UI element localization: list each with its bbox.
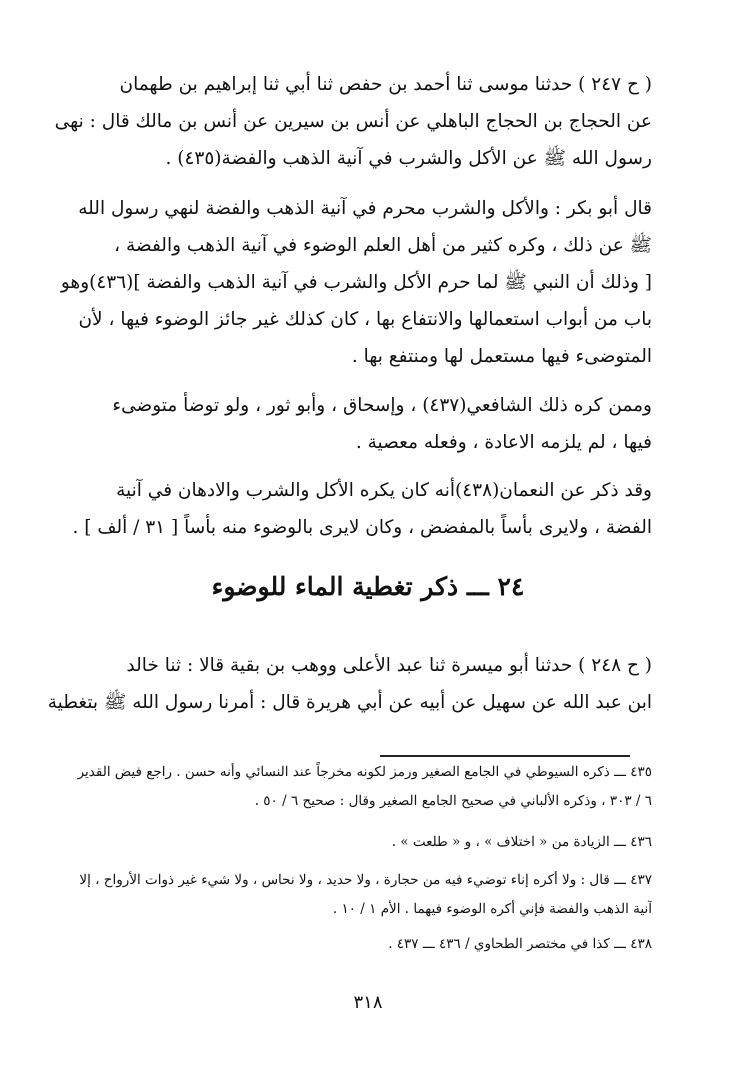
footnote-435 (32, 758, 652, 816)
section-heading: ٢٤ ـــ ذكر تغطية الماء للوضوء (211, 572, 525, 601)
text-line: رسول الله ﷺ عن الأكل والشرب في آنية الذهب والفضة(٤٣٥) . (165, 148, 652, 169)
text-line: وقد ذكر عن النعمان(٤٣٨)أنه كان يكره الأكل والشرب والادهان في آنية (116, 480, 652, 501)
text-line: الفضة ، ولايرى بأساً بالمفضض ، وكان لايرى بالوضوء منه بأساً [ ٣١ / ألف ] . (72, 517, 652, 538)
numan-paragraph (46, 472, 652, 546)
text-line: فيها ، لم يلزمه الاعادة ، وفعله معصية . (355, 432, 652, 453)
footnote-line: ٤٣٦ ـــ الزيادة من « اختلاف » ، و « طلعت » . (391, 834, 652, 850)
text-line: ﷺ عن ذلك ، وكره كثير من أهل العلم الوضوء في آنية الذهب والفضة ، (114, 235, 652, 256)
hadith-248-paragraph (46, 647, 652, 721)
page-number: ٣١٨ (353, 992, 383, 1013)
text-line: ابن عبد الله عن سهيل عن أبيه عن أبي هريرة قال : أمرنا رسول الله ﷺ بتغطية (47, 692, 652, 713)
text-line: المتوضىء فيها مستعمل لها ومنتفع بها . (351, 346, 652, 367)
text-line: باب من أبواب استعمالها والانتفاع بها ، كان كذلك غير جائز الوضوء فيها ، لأن (78, 309, 652, 330)
footnote-line: ٦ / ٣٠٣ ، وذكره الألباني في صحيح الجامع الصغير وقال : صحيح ٦ / ٥٠ . (254, 793, 652, 809)
footnote-line: ٤٣٨ ـــ كذا في مختصر الطحاوي / ٤٣٦ ـــ ٤٣٧ . (388, 936, 652, 952)
footnote-divider (380, 755, 630, 757)
text-line: [ وذلك أن النبي ﷺ لما حرم الأكل والشرب في آنية الذهب والفضة ](٤٣٦)وهو (60, 272, 652, 293)
text-line: وممن كره ذلك الشافعي(٤٣٧) ، وإسحاق ، وأبو ثور ، ولو توضأ متوضىء (112, 395, 652, 416)
footnote-438 (32, 930, 652, 959)
footnote-437 (32, 866, 652, 924)
text-line: ( ح ٢٤٨ ) حدثنا أبو ميسرة ثنا عبد الأعلى ووهب بن بقية قالا : ثنا خالد (126, 655, 652, 676)
scholars-paragraph (46, 387, 652, 461)
text-line: عن الحجاج بن الحجاج الباهلي عن أنس بن سيرين عن أنس بن مالك قال : نهى (54, 111, 652, 132)
footnote-436 (32, 828, 652, 857)
text-line: قال أبو بكر : والأكل والشرب محرم في آنية الذهب والفضة لنهي رسول الله (78, 198, 652, 219)
footnote-line: ٤٣٥ ـــ ذكره السيوطي في الجامع الصغير ورمز لكونه مخرجاً عند النسائي وأنه حسن . راجع فيض القدير (77, 764, 652, 780)
footnote-line: ٤٣٧ ـــ قال : ولا أكره إناء توضيء فيه من حجارة ، ولا حديد ، ولا نحاس ، ولا شيء غير ذوات الأرواح ، إلا (79, 872, 652, 888)
footnote-line: آنية الذهب والفضة فإني أكره الوضوء فيهما . الأم ١ / ١٠ . (332, 901, 652, 917)
hadith-247-paragraph (46, 66, 652, 177)
abu-bakr-commentary-paragraph (46, 190, 652, 375)
text-line: ( ح ٢٤٧ ) حدثنا موسى ثنا أحمد بن حفص ثنا أبي ثنا إبراهيم بن طهمان (119, 74, 652, 95)
